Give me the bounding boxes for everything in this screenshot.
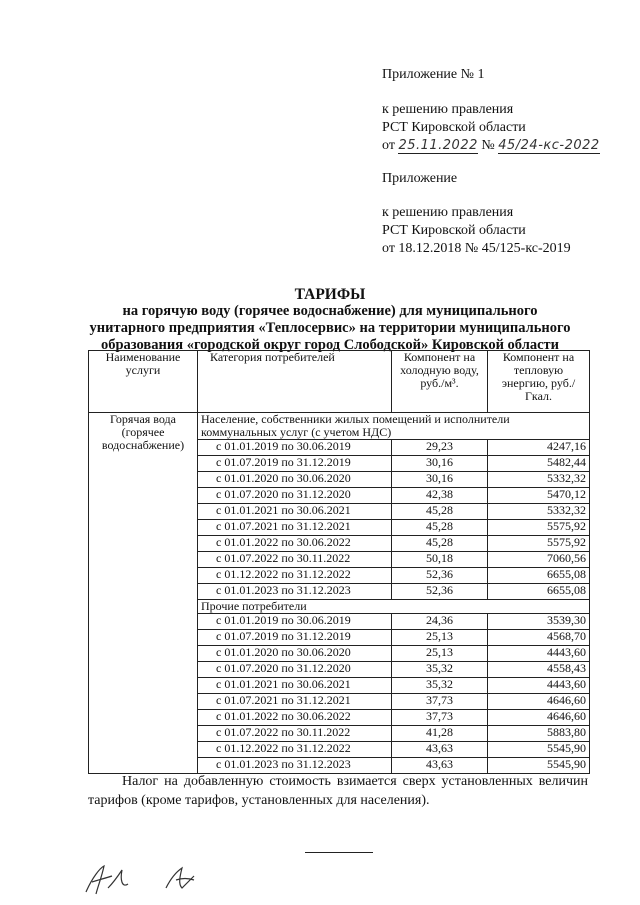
tax-note: Налог на добавленную стоимость взимается сверх установленных величин тарифов (кроме тарифов, установленных для населения). bbox=[88, 774, 588, 808]
heat-energy-value: 3539,30 bbox=[488, 614, 590, 630]
cold-water-value: 43,63 bbox=[392, 758, 488, 774]
heat-energy-value: 4568,70 bbox=[488, 630, 590, 646]
heat-energy-value: 5332,32 bbox=[488, 504, 590, 520]
heat-energy-value: 5545,90 bbox=[488, 742, 590, 758]
header-service: Наименование услуги bbox=[89, 351, 198, 413]
signature-line bbox=[305, 852, 373, 853]
period-cell: с 01.01.2019 по 30.06.2019 bbox=[198, 440, 392, 456]
category-group-name: Прочие потребители bbox=[198, 600, 590, 614]
cold-water-value: 42,38 bbox=[392, 488, 488, 504]
cold-water-value: 45,28 bbox=[392, 520, 488, 536]
category-group-row bbox=[89, 413, 590, 440]
cold-water-value: 35,32 bbox=[392, 662, 488, 678]
period-cell: с 01.01.2023 по 31.12.2023 bbox=[198, 758, 392, 774]
appendix-1-authority: РСТ Кировской области bbox=[382, 120, 526, 135]
appendix-2-block bbox=[382, 170, 571, 258]
handwritten-date: 25.11.2022 bbox=[398, 138, 478, 153]
cold-water-value: 35,32 bbox=[392, 678, 488, 694]
period-cell: с 01.01.2021 по 30.06.2021 bbox=[198, 504, 392, 520]
cold-water-value: 43,63 bbox=[392, 742, 488, 758]
period-cell: с 01.01.2020 по 30.06.2020 bbox=[198, 646, 392, 662]
period-cell: с 01.01.2019 по 30.06.2019 bbox=[198, 614, 392, 630]
appendix-2-label: Приложение bbox=[382, 171, 458, 186]
cold-water-value: 52,36 bbox=[392, 568, 488, 584]
period-cell: с 01.07.2020 по 31.12.2020 bbox=[198, 662, 392, 678]
appendix-2-decision: к решению правления bbox=[382, 205, 514, 220]
period-cell: с 01.07.2022 по 30.11.2022 bbox=[198, 552, 392, 568]
header-heat-component: Компонент на тепловую энергию, руб./Гкал. bbox=[488, 351, 590, 413]
period-cell: с 01.01.2023 по 31.12.2023 bbox=[198, 584, 392, 600]
header-cold-component: Компонент на холодную воду, руб./м³. bbox=[392, 351, 488, 413]
heat-energy-value: 5482,44 bbox=[488, 456, 590, 472]
service-name-cell: Горячая вода (горячее водоснабжение) bbox=[89, 413, 198, 774]
appendix-2-reference: от 18.12.2018 № 45/125-кс-2019 bbox=[382, 241, 571, 256]
period-cell: с 01.01.2022 по 30.06.2022 bbox=[198, 536, 392, 552]
heat-energy-value: 6655,08 bbox=[488, 568, 590, 584]
category-group-name: Население, собственники жилых помещений и исполнители коммунальных услуг (с учетом НДС) bbox=[198, 413, 590, 440]
appendix-1-label: Приложение № 1 bbox=[382, 67, 485, 82]
cold-water-value: 30,16 bbox=[392, 456, 488, 472]
tariff-table bbox=[88, 350, 590, 774]
heat-energy-value: 5470,12 bbox=[488, 488, 590, 504]
appendix-1-block bbox=[382, 66, 600, 155]
heat-energy-value: 7060,56 bbox=[488, 552, 590, 568]
cold-water-value: 29,23 bbox=[392, 440, 488, 456]
heat-energy-value: 5883,80 bbox=[488, 726, 590, 742]
heat-energy-value: 5332,32 bbox=[488, 472, 590, 488]
cold-water-value: 30,16 bbox=[392, 472, 488, 488]
heat-energy-value: 6655,08 bbox=[488, 584, 590, 600]
heat-energy-value: 5575,92 bbox=[488, 536, 590, 552]
title-line-3: образования «городской округ город Слободской» Кировской области bbox=[100, 337, 559, 353]
cold-water-value: 25,13 bbox=[392, 646, 488, 662]
handwritten-signatures bbox=[78, 858, 238, 898]
title-line-1: на горячую воду (горячее водоснабжение) для муниципального bbox=[122, 303, 538, 319]
cold-water-value: 41,28 bbox=[392, 726, 488, 742]
appendix-1-date-line bbox=[382, 137, 600, 155]
document-title bbox=[80, 286, 580, 354]
number-sign: № bbox=[481, 138, 495, 153]
appendix-2-authority: РСТ Кировской области bbox=[382, 223, 526, 238]
cold-water-value: 25,13 bbox=[392, 630, 488, 646]
period-cell: с 01.07.2020 по 31.12.2020 bbox=[198, 488, 392, 504]
cold-water-value: 45,28 bbox=[392, 536, 488, 552]
cold-water-value: 24,36 bbox=[392, 614, 488, 630]
cold-water-value: 37,73 bbox=[392, 694, 488, 710]
table-header-row bbox=[89, 351, 590, 413]
heat-energy-value: 5575,92 bbox=[488, 520, 590, 536]
cold-water-value: 52,36 bbox=[392, 584, 488, 600]
period-cell: с 01.01.2020 по 30.06.2020 bbox=[198, 472, 392, 488]
period-cell: с 01.12.2022 по 31.12.2022 bbox=[198, 568, 392, 584]
heat-energy-value: 4646,60 bbox=[488, 710, 590, 726]
period-cell: с 01.07.2019 по 31.12.2019 bbox=[198, 630, 392, 646]
heat-energy-value: 4646,60 bbox=[488, 694, 590, 710]
cold-water-value: 45,28 bbox=[392, 504, 488, 520]
heat-energy-value: 4558,43 bbox=[488, 662, 590, 678]
cold-water-value: 50,18 bbox=[392, 552, 488, 568]
heat-energy-value: 5545,90 bbox=[488, 758, 590, 774]
heat-energy-value: 4247,16 bbox=[488, 440, 590, 456]
title-line-2: унитарного предприятия «Теплосервис» на территории муниципального bbox=[89, 320, 571, 336]
period-cell: с 01.07.2022 по 30.11.2022 bbox=[198, 726, 392, 742]
period-cell: с 01.01.2022 по 30.06.2022 bbox=[198, 710, 392, 726]
period-cell: с 01.07.2021 по 31.12.2021 bbox=[198, 694, 392, 710]
appendix-1-decision: к решению правления bbox=[382, 102, 514, 117]
heat-energy-value: 4443,60 bbox=[488, 646, 590, 662]
period-cell: с 01.12.2022 по 31.12.2022 bbox=[198, 742, 392, 758]
handwritten-number: 45/24-кс-2022 bbox=[498, 138, 600, 153]
title-heading: ТАРИФЫ bbox=[294, 286, 366, 303]
heat-energy-value: 4443,60 bbox=[488, 678, 590, 694]
cold-water-value: 37,73 bbox=[392, 710, 488, 726]
header-category: Категория потребителей bbox=[198, 351, 392, 413]
from-prefix: от bbox=[382, 138, 395, 153]
period-cell: с 01.01.2021 по 30.06.2021 bbox=[198, 678, 392, 694]
period-cell: с 01.07.2021 по 31.12.2021 bbox=[198, 520, 392, 536]
period-cell: с 01.07.2019 по 31.12.2019 bbox=[198, 456, 392, 472]
